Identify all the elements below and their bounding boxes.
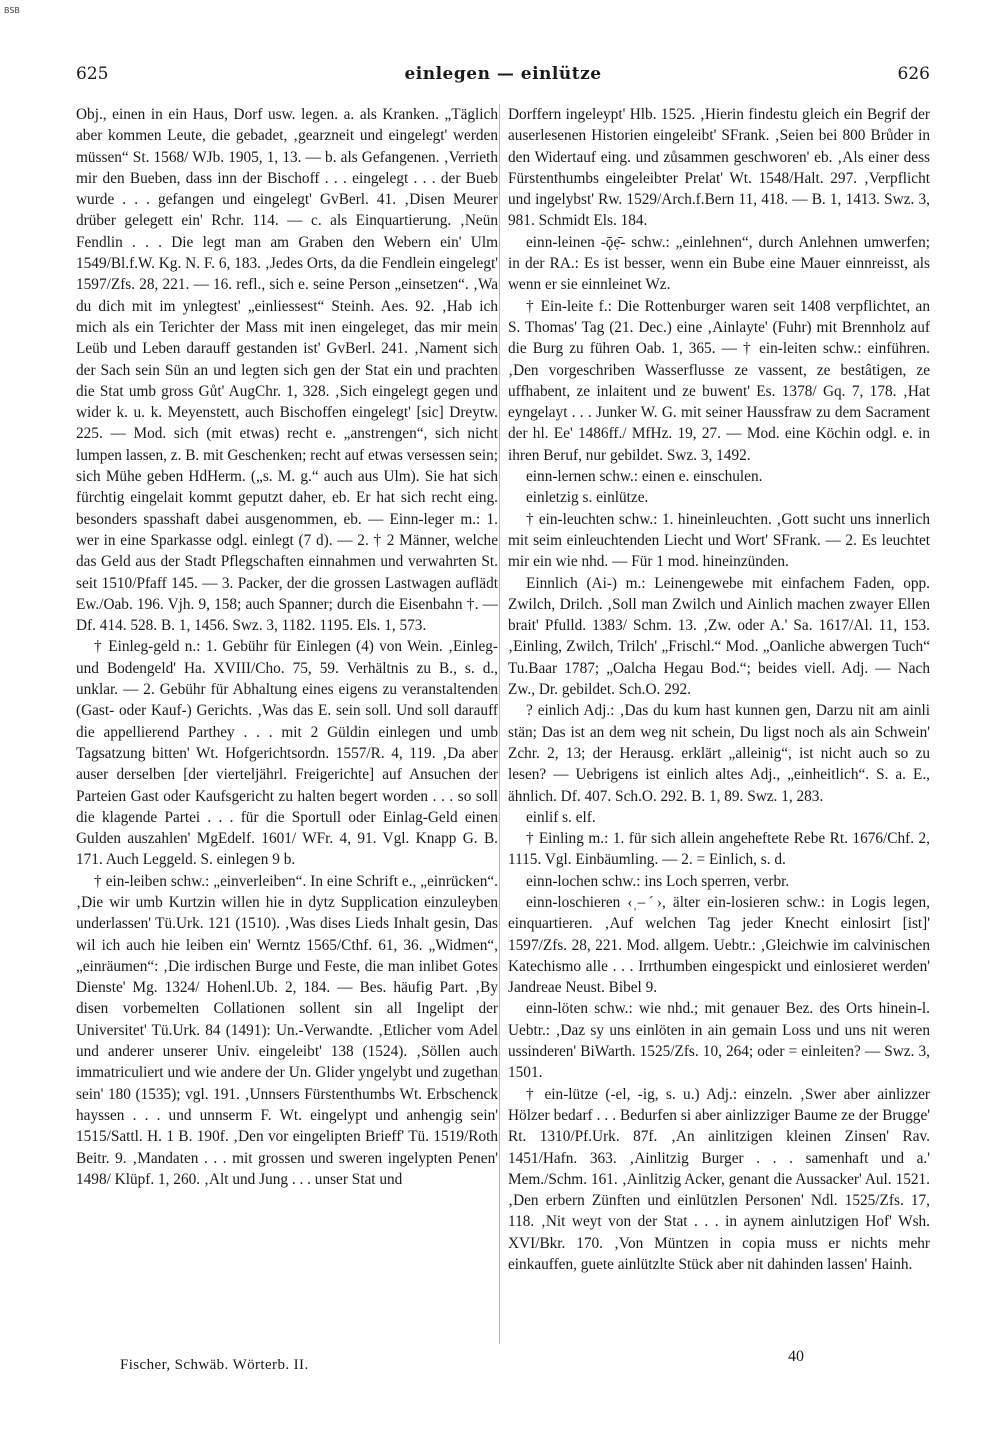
page-header	[76, 64, 930, 88]
entry-ein-loschieren: einn-loschieren ‹ˌ–ˊ›, älter ein-losieren schw.: in Logis legen, einquartieren. ‚Auf welchen Tag jeder Knecht einlosirt [ist]' 1597/Zfs. 28, 221. Mod. allgem. Uebtr.: ‚Gleichwie im calvinischen Katechismo alle . . . Irrthumben eingespickt und einlosieret werden' Jandreae Neust. Bibel 9.	[508, 893, 930, 997]
running-title: einlegen — einlütze	[404, 64, 602, 84]
entry-ein-loeten: einn-löten schw.: wie nhd.; mit genauer Bez. des Orts hinein-l. Uebtr.: ‚Daz sy uns einlöten in ain gemain Loss und uns nit weren ussinderen' BiWarth. 1525/Zfs. 10, 264; oder = einleiten? — Swz. 3, 1501.	[508, 1000, 930, 1082]
page-number-right: 626	[897, 64, 930, 84]
entry-einlif: einlif s. elf.	[526, 808, 596, 826]
right-column	[508, 104, 930, 1349]
entry-einlich-noun: Einnlich (Ai-) m.: Leinengewebe mit einfachem Faden, opp. Zwilch, Drilch. ‚Soll man Zwilch und Ainlich machen zwayer Ellen brait' Pfulld. 1383/ Schm. 13. ‚Zw. oder A.' Sa. 1617/Al. 11, 153. ‚Einling, Zwilch, Trilch' „Frischl.“ Mod. „Oanliche abwergen Tuch“ Tu.Baar 1787; „Oalcha Hegau Bod.“; beides viell. Adj. — Nach Zw., Dr. gebildet. Sch.O. 292.	[508, 574, 930, 699]
footer-signature: Fischer, Schwäb. Wörterb. II.	[120, 1357, 309, 1373]
entry-einlich-adj: ? einlich Adj.: ‚Das du kum hast kunnen gen, Darzu nit am ainli stän; Das ist an dem weg nit schein, Du ligst noch als ain Schwein' Zchr. 2, 13; der Herausg. erklärt „alleinig“, ist nicht auch so zu lesen? — Uebrigens ist einlich altes Adj., „einheitlich“. S. a. E., ähnlich. Df. 407. Sch.O. 292. B. 1, 89. Swz. 1, 283.	[508, 702, 930, 805]
entry-ein-lernen: einn-lernen schw.: einen e. einschulen.	[526, 468, 763, 486]
entry-einlegen-continued: Obj., einen in ein Haus, Dorf usw. legen. a. als Kranken. „Täglich aber kommen Leute, die gebadet, ‚gearzneit und eingelegt' werden müssen“ St. 1568/ WJb. 1905, 1, 13. — b. als Gefangenen. ‚Verrieth mir den Bueben, dass inn der Bischoff . . . eingelegt . . . der Bueb wurde . . . gefangen und eingelegt' GvBerl. 41. ‚Disen Meurer drüber gelegett ein' Rchr. 114. — c. als Einquartierung. ‚Neün Fendlin . . . Die legt man am Graben den Webern ein' Ulm 1549/Bl.f.W. Kg. N. F. 6, 183. ‚Jedes Orts, da die Fendlein eingelegt' 1597/Zfs. 28, 221. — 16. refl., sich e. seine Person „einsetzen“. ‚Wa du dich mit im ynlegtest' „einliessest“ Steinh. Aes. 92. ‚Hab ich mich als ein Terichter der Mass mit inen eingeleget, das mir mein Leüb und Leben darauff gestanden ist' GvBerl. 241. ‚Nament sich der Sach sein Sün an und legten sich gen der Stat ein und prachten die Stat umb gross Gůt' AugChr. 1, 328. ‚Sich eingelegt gegen und wider k. u. k. Meyenstett, auch Bischoffen eingelegt' [sic] Dreytw. 225. — Mod. sich (mit etwas) recht e. „anstrengen“, sich nicht lumpen lassen, z. B. mit Geschenken; recht auf etwas versessen sein; sich Mühe geben HdHerm. („s. M. g.“ auch aus Ulm). Sie hat sich fürchtig eingelait kommt geputzt daher, eb. Er hat sich recht eing. besonders spasshaft dabei ausgenommen, eb. — Einn-leger m.: 1. wer in eine Sparkasse odgl. einlegt (7 d). — 2. † 2 Männer, welche das Geld aus der Stadt Pflegschaften einnahmen und verwahrten St. seit 1510/Pfaff 145. — 3. Packer, der die grossen Lastwagen auflädt Ew./Oab. 196. Vjh. 9, 158; auch Spanner; durch die Eisenbahn †. — Df. 414. 528. B. 1, 1456. Swz. 3, 1182. 1195. Els. 1, 573.	[76, 106, 498, 635]
entry-ein-luetze: † ein-lütze (-el, -ig, s. u.) Adj.: einzeln. ‚Swer aber ainlizzer Hölzer bedarf . . . Bedurfen si aber ainlizziger Baume ze der Brugge' Rt. 1310/Pf.Urk. 87f. ‚An ainlitzigen kleinen Zinsen' Rav. 1451/Hafn. 363. ‚Ainlitzig Burger . . . samenhaft und a.' Mem./Schm. 161. ‚Ainlitzig Acker, genant die Aussacker' Aul. 1521. ‚Den erbern Zünften und einlützlen Personen' Ndl. 1525/Zfs. 17, 118. ‚Nit weyt von der Stat . . . in aynem ainlutzigen Hof' Wsh. XVI/Bkr. 170. ‚Von Müntzen in copia muss er nichts mehr einkauffen, guete ainlützlte Stück aber nit dahinden lassen' Hainh.	[508, 1085, 930, 1274]
entry-ein-leuchten: † ein-leuchten schw.: 1. hineinleuchten. ‚Gott sucht uns innerlich mit seim einleuchtenden Liecht und Wort' SFrank. — 2. Es leuchtet mir ein wie nhd. — Für 1 mod. hineinzünden.	[508, 510, 930, 571]
entry-einling: † Einling m.: 1. für sich allein angeheftete Rebe Rt. 1676/Chf. 2, 1115. Vgl. Einbäumling. — 2. = Einlich, s. d.	[508, 830, 930, 869]
entry-ein-leiben: † ein-leiben schw.: „einverleiben“. In eine Schrift e., „einrücken“. ‚Die wir umb Kurtzin willen hie in dytz Supplication einzuleyben underlassen' Tü.Urk. 121 (1510). ‚Was dises Lieds Inhalt gesin, Das wil ich auch hie leiben ein' Werntz 1565/Cthf. 61, 36. „Widmen“, „einräumen“: ‚Die irdischen Burge und Feste, die man inlibet Gotes Dienste' Mg. 1324/ Hohenl.Ub. 2, 184. — Bes. häufig Part. ‚By disen vorbemelten Collationen sollent sin all Ingelipt der Universitet' Tü.Urk. 84 (1491): Un.-Verwandte. ‚Etlicher vom Adel und anderer unserer Univ. eingeleibt' 138 (1524). ‚Söllen auch immatriculiert und wie andere der Un. Glider yngelybt und zugethan sein' 180 (1535); vgl. 191. ‚Unnsers Fürstenthumbs Wt. Erbschenck hayssen . . . und unnserm F. Wt. eingelypt und anhengig sein' 1515/Sattl. H. 1 B. 190f. ‚Den vor eingelipten Brieff' Tü. 1519/Roth Beitr. 9. ‚Mandaten . . . mit grossen und sweren ingelypten Penen' 1498/ Klüpf. 1, 260. ‚Alt und Jung . . . unser Stat und	[76, 872, 498, 1188]
entry-ein-leite: † Ein-leite f.: Die Rottenburger waren seit 1408 verpflichtet, an S. Thomas' Tag (21. Dec.) eine ‚Ainlayte' (Fuhr) mit Brennholz auf die Burg zu führen Oab. 1, 365. — † ein-leiten schw.: einführen. ‚Den vorgeschriben Wasserflusse ze vassent, ze bestâtigen, ze uffhabent, ze inlaitent und ze buwent' Es. 1378/ Gq. 7, 178. ‚Hat eyngelayt . . . Junker W. G. mit seiner Haussfraw zu dem Sacrament der hl. Ee' 1486ff./ MfHz. 19, 27. — Mod. eine Köchin odgl. e. in ihren Beruf, nur gebildet. Swz. 3, 1492.	[508, 297, 930, 464]
entry-einletzig: einletzig s. einlütze.	[526, 489, 649, 507]
entry-einleg-geld: † Einleg-geld n.: 1. Gebühr für Einlegen (4) von Wein. ‚Einleg- und Bodengeld' Ha. XVIII/Cho. 75, 59. Verhältnis zu B., s. d., unklar. — 2. Gebühr für Abhaltung eines eigens zu veranstaltenden (Gast- oder Kauf-) Gerichts. ‚Was das E. sein soll. Und soll darauff die appellierend Parthey . . . mit 2 Güldin einlegen und umb Tagsatzung bitten' Wt. Hofgerichtsordn. 1557/R. 4, 119. ‚Da aber auser derselben [der vierteljährl. Freigerichte] auf Ansuchen der Parteien Gast oder Kaufsgericht zu halten begert worden . . . so soll die klagende Partei . . . für die Sportull oder Einlag-Geld einen Gulden auszahlen' MgEdelf. 1601/ WFr. 4, 91. Vgl. Knapp G. B. 171. Auch Leggeld. S. einlegen 9 b.	[76, 638, 498, 869]
entry-ein-lochen: einn-lochen schw.: ins Loch sperren, verbr.	[526, 872, 790, 890]
left-column	[76, 104, 498, 1349]
library-stamp: BSB	[4, 6, 20, 15]
entry-ein-leiben-continued: Dorffern ingeleypt' Hlb. 1525. ‚Hierin findestu gleich ein Begrif der auserlesenen Historien eingeleibt' SFrank. ‚Seien bei 800 Brůder in den Widertauf eing. und zůsammen geschworen' eb. ‚Als einer dess Fürstenthumbs eingeleibter Prelat' Wt. 1548/Halt. 297. ‚Verpflicht und ingelybst' Rw. 1529/Arch.f.Bern 11, 418. — B. 1, 1413. Swz. 3, 981. Schmidt Els. 184.	[508, 106, 930, 230]
entry-ein-leinen: einn-leinen -ǭẹ̄- schw.: „einlehnen“, durch Anlehnen umwerfen; in der RA.: Es ist besser, wenn ein Bube eine Mauer einnreisst, als wenn er sie einnleinet Wz.	[508, 233, 930, 294]
footer-sheet-number: 40	[788, 1348, 804, 1365]
column-divider	[499, 104, 500, 1344]
page-number-left: 625	[76, 64, 109, 84]
